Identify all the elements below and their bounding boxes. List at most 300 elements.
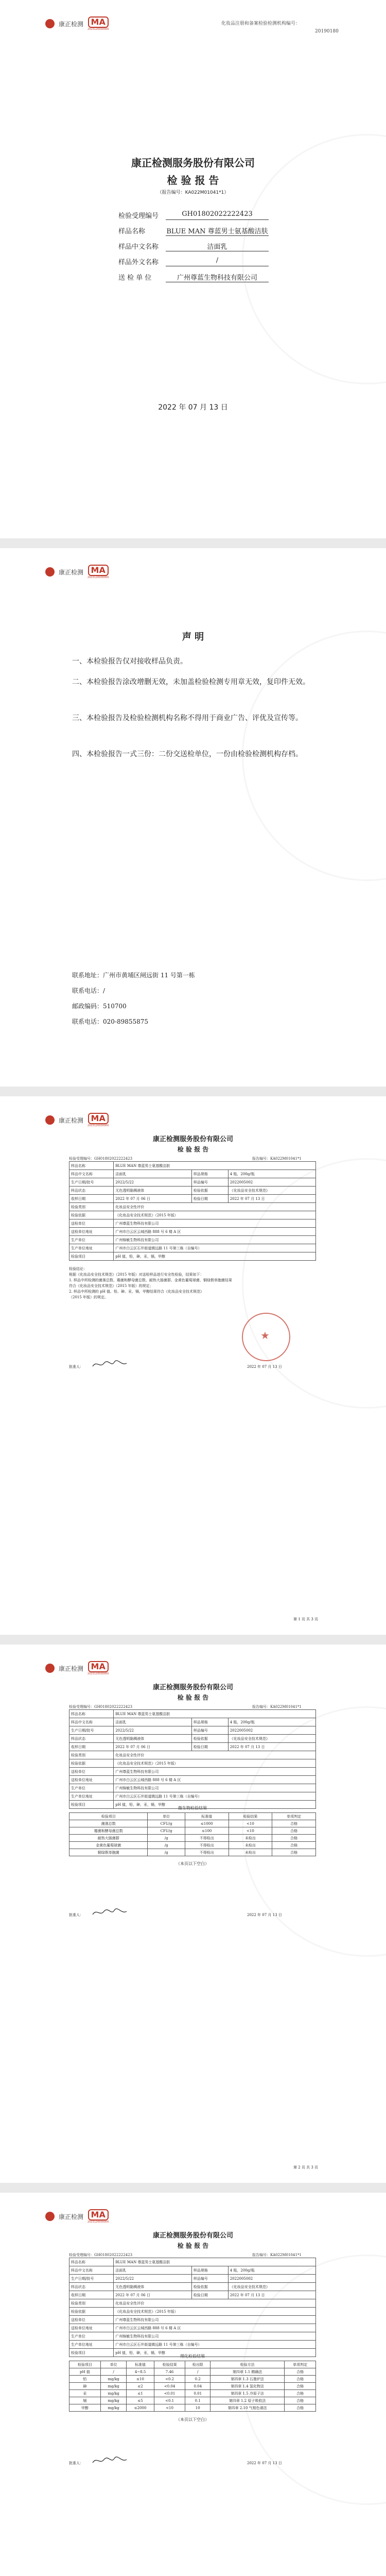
declaration-heading: 声 明 [182, 632, 204, 642]
table-cell: 第四章 1.2 原子吸收法 [210, 2397, 285, 2404]
info-value: 2022/5/22 [114, 1178, 192, 1187]
info-value: 洁面乳 [114, 1718, 192, 1726]
table-cell: ≤5 [127, 2397, 154, 2404]
acceptance-number: 检验受理编号：GH01802022222423 [69, 1157, 133, 1161]
report-company: 康正检测服务股份有限公司 [152, 2232, 233, 2240]
info-label: 生产日期/批号 [69, 2275, 114, 2283]
table-row [69, 2390, 316, 2397]
table-row [69, 1835, 316, 1842]
info-row [69, 1244, 316, 1252]
info-value: 2022 年 07 月 06 日 [114, 1743, 192, 1751]
info-value: 化妆品安全性评价 [114, 2299, 316, 2308]
contact-line: 邮政编码：510700 [72, 1003, 127, 1010]
table-cell: 0.04 [185, 2383, 210, 2390]
table-cell: / [185, 2368, 210, 2376]
table-cell: ≤1000 [185, 1820, 229, 1827]
info-value: 2022 年 07 月 13 日 [228, 1743, 315, 1751]
info-row [69, 1219, 316, 1228]
info-row [69, 1718, 316, 1726]
table-cell: ≤1 [127, 2390, 154, 2397]
approver-label: 批准人： [69, 1913, 83, 1917]
company-logo-icon [45, 2212, 55, 2221]
info-value: 广州市白云区云城西路 888 号 6 楼 A 区 [114, 2324, 316, 2332]
column-header: 检验结果 [229, 1813, 272, 1820]
table-cell: 未检出 [229, 1849, 272, 1856]
info-label: 检验依据 [191, 2283, 228, 2291]
cma-icon: MA [88, 565, 109, 576]
info-value: pH 值，铅，砷，汞，镉，甲醇 [114, 1252, 316, 1261]
table-cell: /g [148, 1842, 185, 1849]
info-label: 检验依据 [69, 1211, 114, 1219]
info-label: 样品编号 [191, 2275, 228, 2283]
table-cell: 合格 [272, 1820, 316, 1827]
header-logos [45, 565, 109, 579]
info-value: 广州尊蓝生物科技有限公司 [114, 2316, 316, 2324]
table-cell: mg/kg [100, 2376, 127, 2383]
info-value: 无色透明黏稠液体 [114, 1735, 192, 1743]
info-row [69, 2283, 316, 2291]
table-cell: <0.2 [154, 2376, 185, 2383]
company-logo-icon [45, 1664, 55, 1673]
info-row [69, 2308, 316, 2316]
table-cell: 7.46 [154, 2368, 185, 2376]
info-row [69, 1195, 316, 1203]
info-label: 样品规格 [191, 1170, 228, 1178]
report-title: 检 验 报 告 [177, 1694, 209, 1701]
signature-icon [92, 1359, 128, 1369]
logo-text: 康正检测 [59, 1665, 84, 1672]
info-value: 洁面乳 [114, 1170, 192, 1178]
cover-field: 样品名称 BLUE MAN 尊蓝男士氨基酸洁肤 [118, 226, 269, 236]
table-cell: 铜绿假单胞菌 [69, 1849, 148, 1856]
column-header: 标准值 [127, 2361, 154, 2368]
info-value: 4 瓶，200g/瓶 [228, 2266, 315, 2275]
info-row [69, 1228, 316, 1236]
info-row [69, 2258, 316, 2266]
info-value: 2022 年 07 月 13 日 [228, 2291, 315, 2299]
sample-info-table [69, 2258, 316, 2357]
table-cell: 金黄色葡萄球菌 [69, 1842, 148, 1849]
table-cell: 未检出 [229, 1835, 272, 1842]
table-cell: 合格 [272, 1842, 316, 1849]
table-cell: <10 [154, 2404, 185, 2412]
table-cell: 合格 [285, 2397, 316, 2404]
cover-title: 检 验 报 告 [167, 174, 219, 187]
micro-results-table [69, 1812, 316, 1856]
table-cell: mg/kg [100, 2390, 127, 2397]
info-label: 样品中文名称 [69, 1718, 114, 1726]
chem-results-title: 理化检验结果 [180, 2354, 205, 2359]
table-cell: 第四章 1.4 氢化物法 [210, 2383, 285, 2390]
approver-label: 批准人： [69, 2461, 83, 2465]
cma-icon: MA [88, 1113, 109, 1124]
cover-field: 样品外文名称 / [118, 257, 269, 266]
info-value: 广州锦敏生物科技有限公司 [114, 2332, 316, 2341]
info-label: 样品中文名称 [69, 1170, 114, 1178]
table-cell: 菌落总数 [69, 1820, 148, 1827]
company-logo-icon [45, 1115, 55, 1125]
column-header: 检验方法 [210, 2361, 285, 2368]
table-cell: 合格 [285, 2404, 316, 2412]
info-row [69, 2324, 316, 2332]
table-cell: <0.1 [154, 2397, 185, 2404]
info-value: 4 瓶，200g/瓶 [228, 1170, 315, 1178]
info-row [69, 1776, 316, 1784]
info-label: 样品规格 [191, 1718, 228, 1726]
info-row [69, 2316, 316, 2324]
company-logo-icon [45, 567, 55, 577]
company-logo-icon [45, 19, 55, 28]
info-label: 送检单位地址 [69, 1776, 114, 1784]
info-label: 送检单位 [69, 2316, 114, 2324]
logo-text: 康正检测 [59, 20, 84, 28]
info-value: 《化妆品安全技术规范》 [228, 2283, 315, 2291]
info-row [69, 2299, 316, 2308]
column-header: 检验结果 [154, 2361, 185, 2368]
table-cell: 合格 [272, 1849, 316, 1856]
column-header: 单项判定 [285, 2361, 316, 2368]
report-number: 报告编号：KA022M01041*1 [252, 2253, 302, 2257]
cma-number: 2023120000000 [87, 1672, 109, 1675]
info-label: 检验项目 [69, 2349, 114, 2357]
acceptance-number: 检验受理编号：GH01802022222423 [69, 1705, 133, 1709]
info-row [69, 1178, 316, 1187]
info-value: 无色透明黏稠液体 [114, 2283, 192, 2291]
info-value: 无色透明黏稠液体 [114, 1187, 192, 1195]
report-page-1 [0, 1096, 386, 1635]
info-label: 收样日期 [69, 2291, 114, 2299]
report-number: 报告编号：KA022M01041*1 [252, 1157, 302, 1161]
info-label: 收样日期 [69, 1743, 114, 1751]
table-row [69, 2376, 316, 2383]
info-value: 2022 年 07 月 06 日 [114, 1195, 192, 1203]
acceptance-number: 检验受理编号：GH01802022222423 [69, 2253, 133, 2257]
chem-results-table [69, 2361, 316, 2412]
info-row [69, 2275, 316, 2283]
conclusion: 检验结论： 根据《化妆品安全技术规范》（2015 年版）对送检样品进行安全性检验，结果如下： 1. 样品中所检测的菌落总数、霉菌和酵母菌总数、耐热大肠菌群、金黄色葡萄球菌、铜绿假单胞菌结果 符合《化妆品安全技术规范》（2015 年版）的规定； 2. 样品中所检测的 pH 值、铅、砷、汞、镉、甲醇结果符合《化妆品安全技术规范》 （2015 年版）的规定。 [69, 1267, 232, 1299]
registration-note: 化妆品注册和备案检验检测机构编号： [221, 21, 301, 26]
table-cell: 不得检出 [185, 1842, 229, 1849]
header-logos [45, 16, 109, 31]
contact-line: 联系地址：广州市黄埔区闸远街 11 号第一栋 [72, 972, 195, 979]
info-value: 化妆品安全性评价 [114, 1751, 316, 1759]
table-cell: 0.01 [185, 2390, 210, 2397]
cover-report-no: （报告编号：KA022M01041*1） [157, 190, 229, 195]
info-row [69, 1203, 316, 1211]
info-row [69, 1236, 316, 1244]
logo-text: 康正检测 [59, 2213, 84, 2221]
table-cell: ≤2 [127, 2383, 154, 2390]
table-cell: 镉 [69, 2397, 101, 2404]
sample-info-table [69, 1709, 316, 1809]
table-cell: /g [148, 1835, 185, 1842]
table-cell: 合格 [285, 2390, 316, 2397]
info-label: 样品中文名称 [69, 2266, 114, 2275]
micro-results-title: 微生物检验结果 [178, 1806, 207, 1810]
cover-field: 检验受理编号 GH01802022222423 [118, 210, 269, 220]
table-row [69, 2368, 316, 2376]
info-label: 检验项目 [69, 1801, 114, 1809]
table-cell: 未检出 [229, 1842, 272, 1849]
info-value: 广州市白云区云城西路 888 号 6 楼 A 区 [114, 1776, 316, 1784]
table-cell: ≤2000 [127, 2404, 154, 2412]
report-company: 康正检测服务股份有限公司 [152, 1684, 233, 1691]
inspection-seal-icon: ★ [242, 1313, 290, 1361]
column-header: 检出限 [185, 2361, 210, 2368]
cma-mark [87, 565, 109, 579]
info-label: 检验依据 [69, 2308, 114, 2316]
info-value: 《化妆品安全技术规范》（2015 年版） [114, 2308, 316, 2316]
sample-info-table [69, 1161, 316, 1261]
info-label: 生产单位地址 [69, 1244, 114, 1252]
table-row [69, 2397, 316, 2404]
column-header: 检验项目 [69, 1813, 148, 1820]
cover-date: 2022 年 07 月 13 日 [158, 403, 228, 412]
info-value: 《化妆品安全技术规范》（2015 年版） [114, 1211, 316, 1219]
info-row [69, 1726, 316, 1735]
info-label: 送检单位地址 [69, 2324, 114, 2332]
info-row [69, 2332, 316, 2341]
declaration-item: 四、本检验报告一式三份：二份交送检单位，一份由检验检测机构存档。 [72, 750, 303, 758]
table-row [69, 1827, 316, 1835]
logo-text: 康正检测 [59, 568, 84, 576]
table-cell: 合格 [285, 2376, 316, 2383]
info-value: 广州尊蓝生物科技有限公司 [114, 1219, 316, 1228]
table-cell: CFU/g [148, 1827, 185, 1835]
cma-icon: MA [88, 1661, 109, 1672]
declaration-item: 二、本检验报告涂改增删无效，未加盖检验检测专用章无效，复印件无效。 [72, 678, 310, 686]
info-row [69, 1252, 316, 1261]
table-cell: 合格 [285, 2383, 316, 2390]
info-value: 化妆品安全性评价 [114, 1203, 316, 1211]
contact-line: 联系电话：020-89855875 [72, 1018, 149, 1025]
table-cell: 第四章 1.3 石墨炉法 [210, 2376, 285, 2383]
table-cell: 第四章 1.1 精确法 [210, 2368, 285, 2376]
report-page-2 [0, 1645, 386, 2183]
table-cell: <10 [229, 1820, 272, 1827]
info-row [69, 1751, 316, 1759]
sign-date: 2022 年 07 月 13 日 [247, 1913, 282, 1917]
info-row [69, 1735, 316, 1743]
table-cell: 10 [185, 2404, 210, 2412]
approver-label: 批准人： [69, 1365, 83, 1369]
declaration-item: 三、本检验报告及检验检测机构名称不得用于商业广告、评优及宣传等。 [72, 714, 303, 722]
info-label: 检验日期 [191, 2291, 228, 2299]
info-value: 2022/5/22 [114, 2275, 192, 2283]
info-label: 样品名称 [69, 2258, 114, 2266]
table-cell: 不得检出 [185, 1849, 229, 1856]
column-header: 检验项目 [69, 2361, 101, 2368]
table-row [69, 1849, 316, 1856]
info-label: 生产单位地址 [69, 2341, 114, 2349]
info-value: 2022005002 [228, 1726, 315, 1735]
cma-number: 2023120000000 [87, 1124, 109, 1127]
page-number: 第 2 页 共 3 页 [293, 2165, 319, 2170]
info-value: 《化妆品安全技术规范》 [228, 1187, 315, 1195]
table-cell: / [100, 2368, 127, 2376]
cover-company: 康正检测服务股份有限公司 [131, 157, 255, 169]
info-value: 广州锦敏生物科技有限公司 [114, 1784, 316, 1792]
info-row [69, 1162, 316, 1170]
info-row [69, 2266, 316, 2275]
cover-page [0, 0, 386, 538]
table-cell: 0.1 [185, 2397, 210, 2404]
info-value: BLUE MAN 尊蓝男士氨基酸洁肤 [114, 1710, 316, 1718]
table-cell: <10 [229, 1827, 272, 1835]
cover-field: 送 检 单 位 广州尊蓝生物科技有限公司 [118, 272, 269, 282]
info-row [69, 1768, 316, 1776]
declaration-item: 一、本检验报告仅对接收样品负责。 [72, 657, 187, 666]
info-label: 样品编号 [191, 1178, 228, 1187]
info-label: 样品状态 [69, 2283, 114, 2291]
report-title: 检 验 报 告 [177, 2242, 209, 2249]
table-cell: <0.01 [154, 2390, 185, 2397]
table-cell: 砷 [69, 2383, 101, 2390]
declaration-page [0, 548, 386, 1087]
sign-date: 2022 年 07 月 13 日 [247, 1365, 282, 1369]
cma-icon: MA [88, 16, 109, 28]
table-cell: 第四章 2.10 气相色谱法 [210, 2404, 285, 2412]
cma-mark [87, 16, 109, 31]
cover-field: 样品中文名称 洁面乳 [118, 241, 269, 251]
info-label: 样品编号 [191, 1726, 228, 1735]
table-cell: 第四章 1.5 冷原子法 [210, 2390, 285, 2397]
info-label: 生产单位地址 [69, 1792, 114, 1801]
table-row [69, 1842, 316, 1849]
info-label: 检验类别 [69, 2299, 114, 2308]
info-label: 收样日期 [69, 1195, 114, 1203]
table-row [69, 1820, 316, 1827]
info-value: 2022 年 07 月 13 日 [228, 1195, 315, 1203]
info-label: 检验日期 [191, 1743, 228, 1751]
info-value: pH 值，铅，砷，汞，镉，甲醇 [114, 1801, 316, 1809]
cma-mark [87, 1661, 109, 1675]
info-value: 2022005002 [228, 1178, 315, 1187]
table-cell: 甲醇 [69, 2404, 101, 2412]
info-row [69, 1170, 316, 1178]
info-value: 广州市白云区石井街道镇远路 11 号第三栋（自编号） [114, 1244, 316, 1252]
info-label: 检验依据 [191, 1735, 228, 1743]
cma-icon: MA [88, 2209, 109, 2221]
info-label: 检验依据 [69, 1759, 114, 1768]
column-header: 单位 [148, 1813, 185, 1820]
info-label: 检验类别 [69, 1751, 114, 1759]
table-cell: pH 值 [69, 2368, 101, 2376]
contact-line: 联系电话：/ [72, 987, 106, 994]
info-value: 2022 年 07 月 06 日 [114, 2291, 192, 2299]
table-cell: 耐热大肠菌群 [69, 1835, 148, 1842]
table-row [69, 2383, 316, 2390]
table-row [69, 2404, 316, 2412]
info-label: 生产日期/批号 [69, 1178, 114, 1187]
column-header: 标准值 [185, 1813, 229, 1820]
table-cell: mg/kg [100, 2404, 127, 2412]
page-number: 第 1 页 共 3 页 [293, 1617, 319, 1621]
blank-note: （本页以下空白） [176, 2417, 209, 2422]
blank-note: （本页以下空白） [176, 1861, 209, 1866]
table-cell: ≤100 [185, 1827, 229, 1835]
info-label: 送检单位 [69, 1768, 114, 1776]
info-label: 生产单位 [69, 1784, 114, 1792]
info-value: 2022005002 [228, 2275, 315, 2283]
info-row [69, 2291, 316, 2299]
info-label: 生产日期/批号 [69, 1726, 114, 1735]
table-cell: ≤10 [127, 2376, 154, 2383]
info-row [69, 2341, 316, 2349]
report-page-3 [0, 2193, 386, 2576]
report-title: 检 验 报 告 [177, 1146, 209, 1153]
info-row [69, 1710, 316, 1718]
cma-number: 2023120000000 [87, 576, 109, 579]
table-cell: mg/kg [100, 2383, 127, 2390]
info-value: 《化妆品安全技术规范》 [228, 1735, 315, 1743]
header-logos [45, 2209, 109, 2224]
table-cell: 霉菌和酵母菌总数 [69, 1827, 148, 1835]
info-value: BLUE MAN 尊蓝男士氨基酸洁肤 [114, 1162, 316, 1170]
info-value: 4 瓶，200g/瓶 [228, 1718, 315, 1726]
info-row [69, 1784, 316, 1792]
signature-icon [92, 1907, 128, 1918]
info-label: 送检单位 [69, 1219, 114, 1228]
info-label: 样品名称 [69, 1710, 114, 1718]
info-label: 检验类别 [69, 1203, 114, 1211]
report-number: 报告编号：KA022M01041*1 [252, 1705, 302, 1709]
table-cell: 4~8.5 [127, 2368, 154, 2376]
logo-text: 康正检测 [59, 1116, 84, 1124]
info-row [69, 1211, 316, 1219]
table-cell: <0.04 [154, 2383, 185, 2390]
registration-number: 20190180 [315, 29, 339, 34]
table-cell: 合格 [272, 1835, 316, 1842]
info-row [69, 1759, 316, 1768]
header-logos [45, 1113, 109, 1127]
info-value: 广州市白云区石井街道镇远路 11 号第三栋（自编号） [114, 2341, 316, 2349]
info-row [69, 1743, 316, 1751]
info-value: pH 值，铅，砷，汞，镉，甲醇 [114, 2349, 316, 2357]
signature-icon [92, 2455, 128, 2466]
info-label: 送检单位地址 [69, 1228, 114, 1236]
table-cell: mg/kg [100, 2397, 127, 2404]
info-value: 《化妆品安全技术规范》（2015 年版） [114, 1759, 316, 1768]
info-value: 广州锦敏生物科技有限公司 [114, 1236, 316, 1244]
header-logos [45, 1661, 109, 1675]
sign-date: 2022 年 07 月 13 日 [247, 2461, 282, 2465]
info-value: 洁面乳 [114, 2266, 192, 2275]
table-cell: 铅 [69, 2376, 101, 2383]
info-value: 广州市白云区石井街道镇远路 11 号第三栋（自编号） [114, 1792, 316, 1801]
info-value: 2022/5/22 [114, 1726, 192, 1735]
info-label: 生产单位 [69, 2332, 114, 2341]
info-label: 样品名称 [69, 1162, 114, 1170]
table-cell: 合格 [272, 1827, 316, 1835]
info-label: 生产单位 [69, 1236, 114, 1244]
table-cell: 汞 [69, 2390, 101, 2397]
table-cell: 0.2 [185, 2376, 210, 2383]
info-label: 检验依据 [191, 1187, 228, 1195]
report-company: 康正检测服务股份有限公司 [152, 1136, 233, 1143]
cma-number: 2023120000000 [87, 2221, 109, 2224]
table-cell: 不得检出 [185, 1835, 229, 1842]
info-label: 检验项目 [69, 1252, 114, 1261]
info-row [69, 1187, 316, 1195]
info-row [69, 1792, 316, 1801]
info-label: 样品状态 [69, 1187, 114, 1195]
cma-mark [87, 2209, 109, 2224]
cma-mark [87, 1113, 109, 1127]
column-header: 单位 [100, 2361, 127, 2368]
info-value: 广州尊蓝生物科技有限公司 [114, 1768, 316, 1776]
table-cell: 合格 [285, 2368, 316, 2376]
